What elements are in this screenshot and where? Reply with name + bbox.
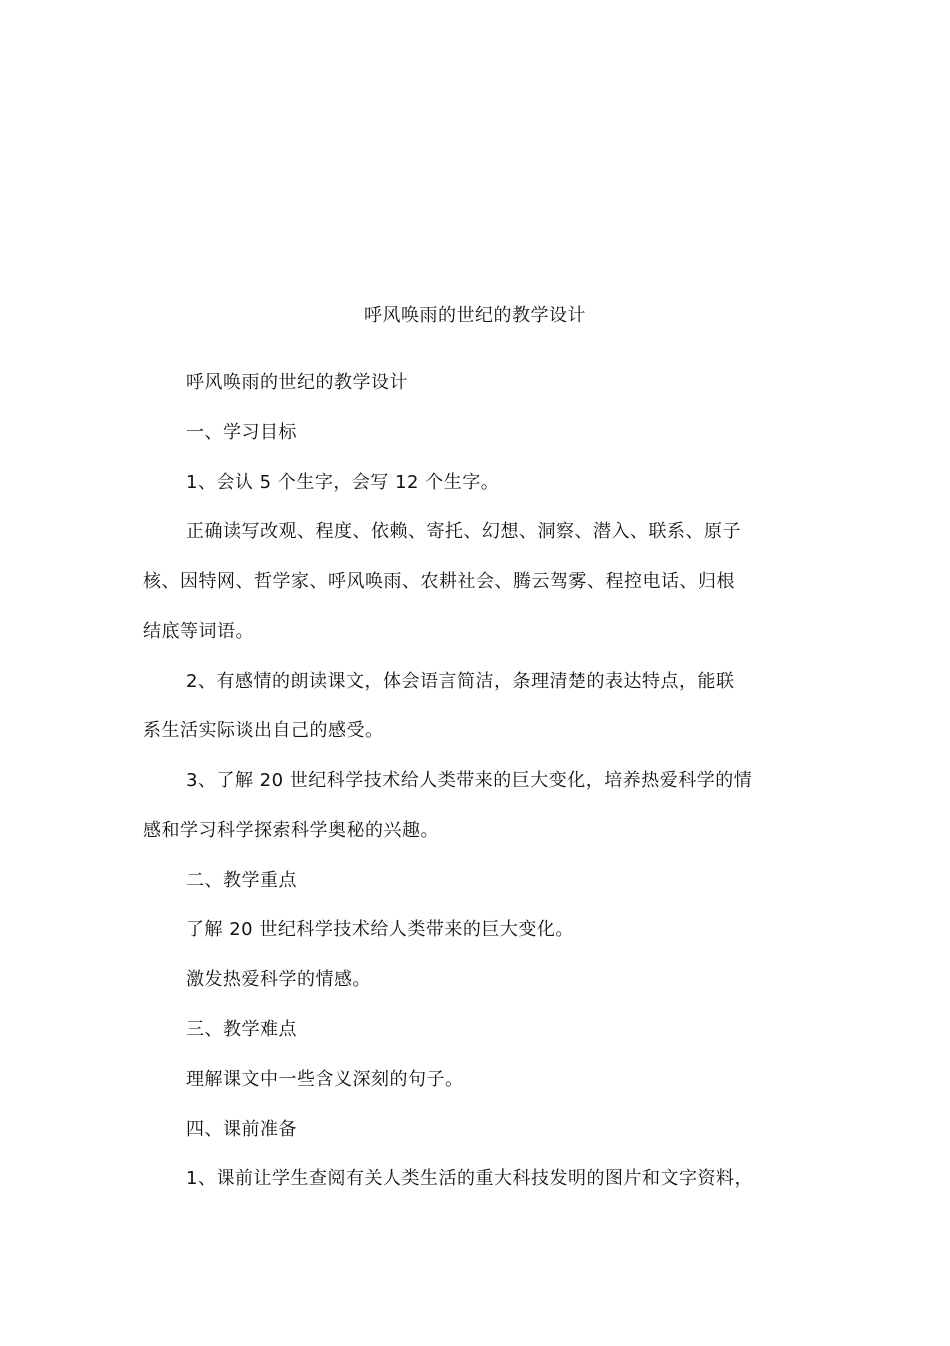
paragraph-line: 核、因特网、哲学家、呼风唤雨、农耕社会、腾云驾雾、程控电话、归根: [143, 571, 735, 592]
paragraph-line: 系生活实际谈出自己的感受。: [143, 720, 384, 741]
section-heading-objectives: 一、学习目标: [186, 422, 297, 443]
paragraph-line: 1、课前让学生查阅有关人类生活的重大科技发明的图片和文字资料，: [186, 1168, 753, 1189]
section-heading-preparation: 四、课前准备: [186, 1119, 297, 1140]
paragraph-line: 理解课文中一些含义深刻的句子。: [186, 1069, 464, 1090]
document-title: 呼风唤雨的世纪的教学设计: [364, 305, 586, 326]
section-heading-difficulties: 三、教学难点: [186, 1019, 297, 1040]
paragraph-line: 激发热爱科学的情感。: [186, 969, 371, 990]
paragraph-subtitle: 呼风唤雨的世纪的教学设计: [186, 372, 408, 393]
paragraph-line: 结底等词语。: [143, 621, 254, 642]
paragraph-line: 3、了解 20 世纪科学技术给人类带来的巨大变化，培养热爱科学的情: [186, 770, 753, 791]
paragraph-line: 1、会认 5 个生字，会写 12 个生字。: [186, 472, 500, 493]
section-heading-key-points: 二、教学重点: [186, 870, 297, 891]
paragraph-line: 正确读写改观、程度、依赖、寄托、幻想、洞察、潜入、联系、原子: [186, 521, 741, 542]
paragraph-line: 2、有感情的朗读课文，体会语言简洁，条理清楚的表达特点，能联: [186, 671, 735, 692]
paragraph-line: 了解 20 世纪科学技术给人类带来的巨大变化。: [186, 919, 574, 940]
paragraph-line: 感和学习科学探索科学奥秘的兴趣。: [143, 820, 439, 841]
